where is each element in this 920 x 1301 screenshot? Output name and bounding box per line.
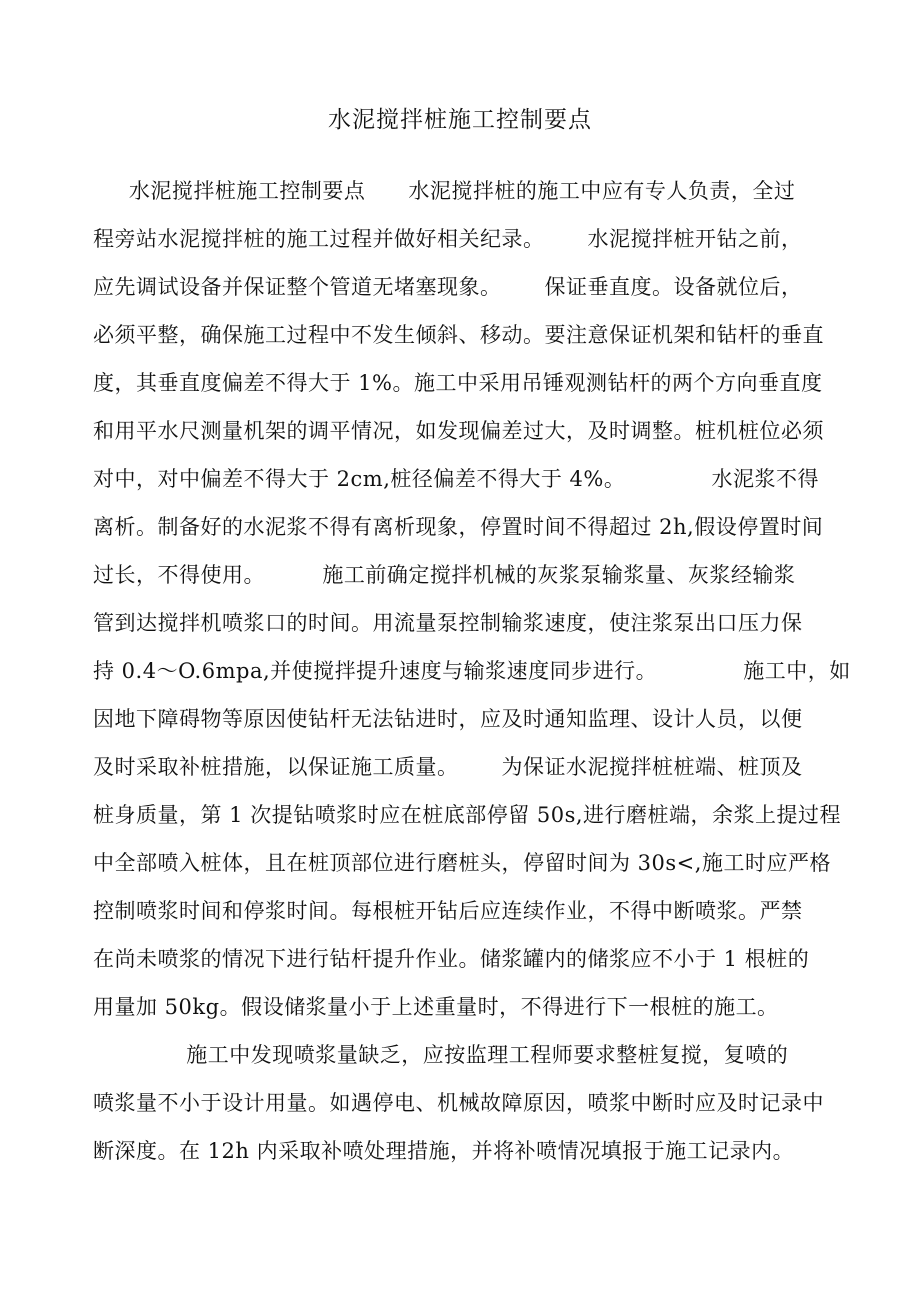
body-line: 断深度。在 12h 内采取补喷处理措施，并将补喷情况填报于施工记录内。 xyxy=(93,1139,795,1163)
body-line: 桩身质量，第 1 次提钻喷浆时应在桩底部停留 50s,进行磨桩端，余浆上提过程 xyxy=(93,803,842,827)
body-line: 持 0.4～O.6mpa,并使搅拌提升速度与输浆速度同步进行。 施工中，如 xyxy=(93,659,851,683)
body-line: 必须平整，确保施工过程中不发生倾斜、移动。要注意保证机架和钻杆的垂直 xyxy=(93,323,824,347)
document-title: 水泥搅拌桩施工控制要点 xyxy=(328,107,592,133)
body-line: 及时采取补桩措施，以保证施工质量。 为保证水泥搅拌桩桩端、桩顶及 xyxy=(93,755,803,779)
body-line: 对中，对中偏差不得大于 2cm,桩径偏差不得大于 4%。 水泥浆不得 xyxy=(93,467,819,491)
body-line: 用量加 50kg。假设储浆量小于上述重量时，不得进行下一根桩的施工。 xyxy=(93,995,779,1019)
body-line: 管到达搅拌机喷浆口的时间。用流量泵控制输浆速度，使注浆泵出口压力保 xyxy=(93,611,803,635)
body-line: 程旁站水泥搅拌桩的施工过程并做好相关纪录。 水泥搅拌桩开钻之前， xyxy=(93,227,803,251)
body-line: 应先调试设备并保证整个管道无堵塞现象。 保证垂直度。设备就位后， xyxy=(93,275,803,299)
body-line: 中全部喷入桩体，且在桩顶部位进行磨桩头，停留时间为 30s<,施工时应严格 xyxy=(93,851,831,875)
body-line: 和用平水尺测量机架的调平情况，如发现偏差过大，及时调整。桩机桩位必须 xyxy=(93,419,824,443)
body-line: 控制喷浆时间和停浆时间。每根桩开钻后应连续作业，不得中断喷浆。严禁 xyxy=(93,899,803,923)
body-line: 过长，不得使用。 施工前确定搅拌机械的灰浆泵输浆量、灰浆经输浆 xyxy=(93,563,796,587)
body-line: 喷浆量不小于设计用量。如遇停电、机械故障原因，喷浆中断时应及时记录中 xyxy=(93,1091,824,1115)
body-line: 离析。制备好的水泥浆不得有离析现象，停置时间不得超过 2h,假设停置时间 xyxy=(93,515,824,539)
body-line: 施工中发现喷浆量缺乏，应按监理工程师要求整桩复搅，复喷的 xyxy=(93,1043,789,1067)
body-line: 水泥搅拌桩施工控制要点 水泥搅拌桩的施工中应有专人负责，全过 xyxy=(93,179,796,203)
body-line: 度，其垂直度偏差不得大于 1%。施工中采用吊锤观测钻杆的两个方向垂直度 xyxy=(93,371,823,395)
body-line: 因地下障碍物等原因使钻杆无法钻进时，应及时通知监理、设计人员，以便 xyxy=(93,707,803,731)
body-line: 在尚未喷浆的情况下进行钻杆提升作业。储浆罐内的储浆应不小于 1 根桩的 xyxy=(93,947,810,971)
